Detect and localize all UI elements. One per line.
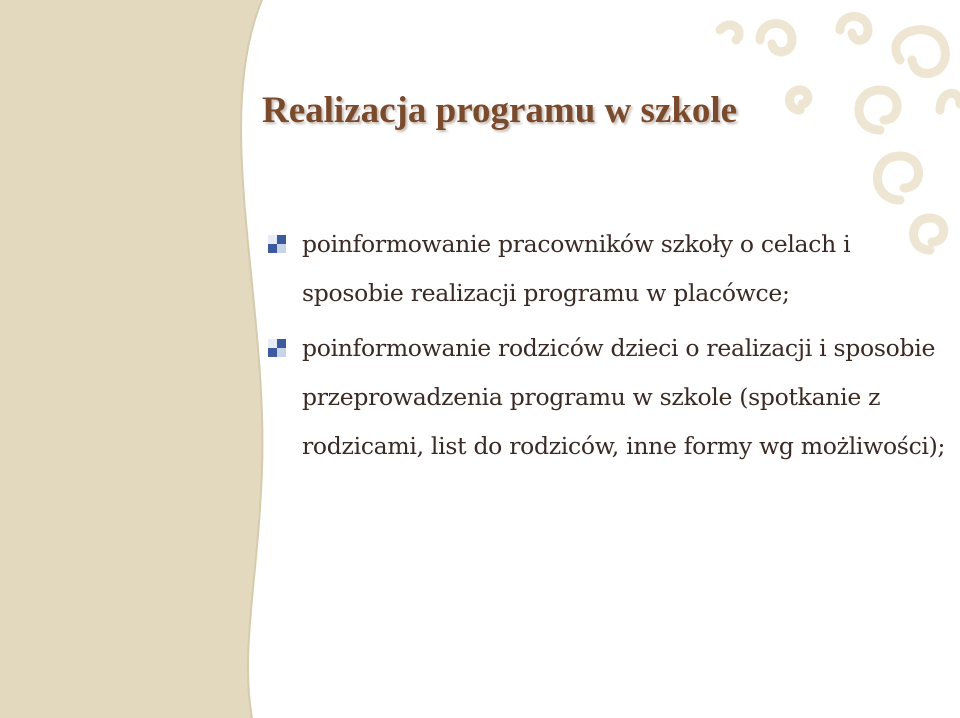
slide-title: Realizacja programu w szkole — [262, 90, 738, 131]
bullet-item — [268, 220, 948, 318]
bullet-item — [268, 324, 948, 471]
checker-square-bullet-icon — [268, 339, 286, 357]
beige-side-panel — [0, 0, 262, 718]
bullet-list — [268, 220, 948, 477]
bullet-text: poinformowanie pracowników szkoły o celach i sposobie realizacji programu w placówce; — [302, 230, 851, 307]
checker-square-bullet-icon — [268, 235, 286, 253]
bullet-text: poinformowanie rodziców dzieci o realizacji i sposobie przeprowadzenia programu w szkole (spotkanie z rodzicami, list do rodziców, inne formy wg możliwości); — [302, 334, 946, 460]
swirl-ornament-icon — [720, 17, 960, 251]
